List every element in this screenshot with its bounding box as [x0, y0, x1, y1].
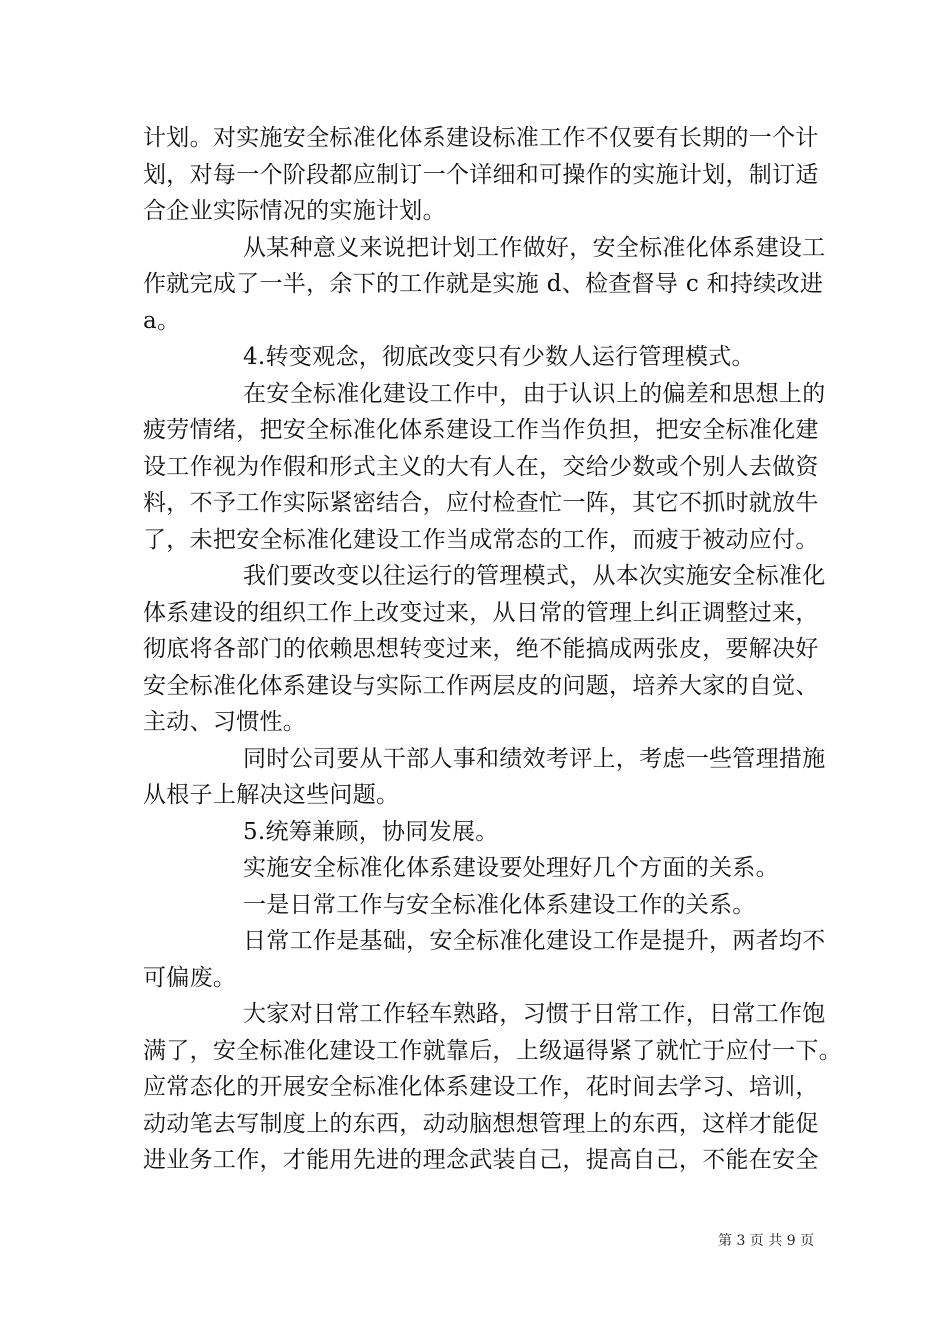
text-line: 作就完成了一半，余下的工作就是实施 d、检查督导 c 和持续改进	[143, 271, 824, 297]
page-number: 第 3 页 共 9 页	[718, 1233, 815, 1249]
paragraph-start-line: 实施安全标准化体系建设要处理好几个方面的关系。	[243, 855, 779, 881]
text-line: 从根子上解决这些问题。	[143, 782, 400, 808]
text-line: 划，对每一个阶段都应制订一个详细和可操作的实施计划，制订适	[143, 162, 819, 188]
paragraph-start-line: 一是日常工作与安全标准化体系建设工作的关系。	[243, 892, 756, 918]
text-line: a。	[143, 308, 181, 334]
section-heading: 4.转变观念，彻底改变只有少数人运行管理模式。	[243, 344, 755, 370]
paragraph-start-line: 大家对日常工作轻车熟路，习惯于日常工作，日常工作饱	[243, 1001, 826, 1027]
paragraph-start-line: 从某种意义来说把计划工作做好，安全标准化体系建设工	[243, 235, 826, 261]
text-line: 可偏废。	[143, 965, 237, 991]
text-line: 动动笔去写制度上的东西，动动脑想想管理上的东西，这样才能促	[143, 1111, 819, 1137]
text-line: 体系建设的组织工作上改变过来，从日常的管理上纠正调整过来，	[143, 600, 819, 626]
text-line: 进业务工作，才能用先进的理念武装自己，提高自己，不能在安全	[143, 1147, 819, 1173]
text-line: 安全标准化体系建设与实际工作两层皮的问题，培养大家的自觉、	[143, 673, 819, 699]
text-line: 计划。对实施安全标准化体系建设标准工作不仅要有长期的一个计	[143, 125, 819, 151]
text-line: 疲劳情绪，把安全标准化体系建设工作当作负担，把安全标准化建	[143, 417, 819, 443]
text-line: 应常态化的开展安全标准化体系建设工作，花时间去学习、培训，	[143, 1074, 819, 1100]
text-line: 满了，安全标准化建设工作就靠后，上级逼得紧了就忙于应付一下。	[143, 1038, 842, 1064]
text-line: 了，未把安全标准化建设工作当成常态的工作，而疲于被动应付。	[143, 527, 819, 553]
paragraph-start-line: 同时公司要从干部人事和绩效考评上，考虑一些管理措施	[243, 746, 826, 772]
paragraph-start-line: 在安全标准化建设工作中，由于认识上的偏差和思想上的	[243, 381, 826, 407]
paragraph-start-line: 我们要改变以往运行的管理模式，从本次实施安全标准化	[243, 563, 826, 589]
text-line: 主动、习惯性。	[143, 709, 307, 735]
paragraph-start-line: 日常工作是基础，安全标准化建设工作是提升，两者均不	[243, 928, 826, 954]
section-heading: 5.统筹兼顾，协同发展。	[243, 819, 499, 845]
text-line: 合企业实际情况的实施计划。	[143, 198, 446, 224]
text-line: 料，不予工作实际紧密结合，应付检查忙一阵，其它不抓时就放牛	[143, 490, 819, 516]
text-line: 设工作视为作假和形式主义的大有人在，交给少数或个别人去做资	[143, 454, 819, 480]
text-line: 彻底将各部门的依赖思想转变过来，绝不能搞成两张皮，要解决好	[143, 636, 819, 662]
